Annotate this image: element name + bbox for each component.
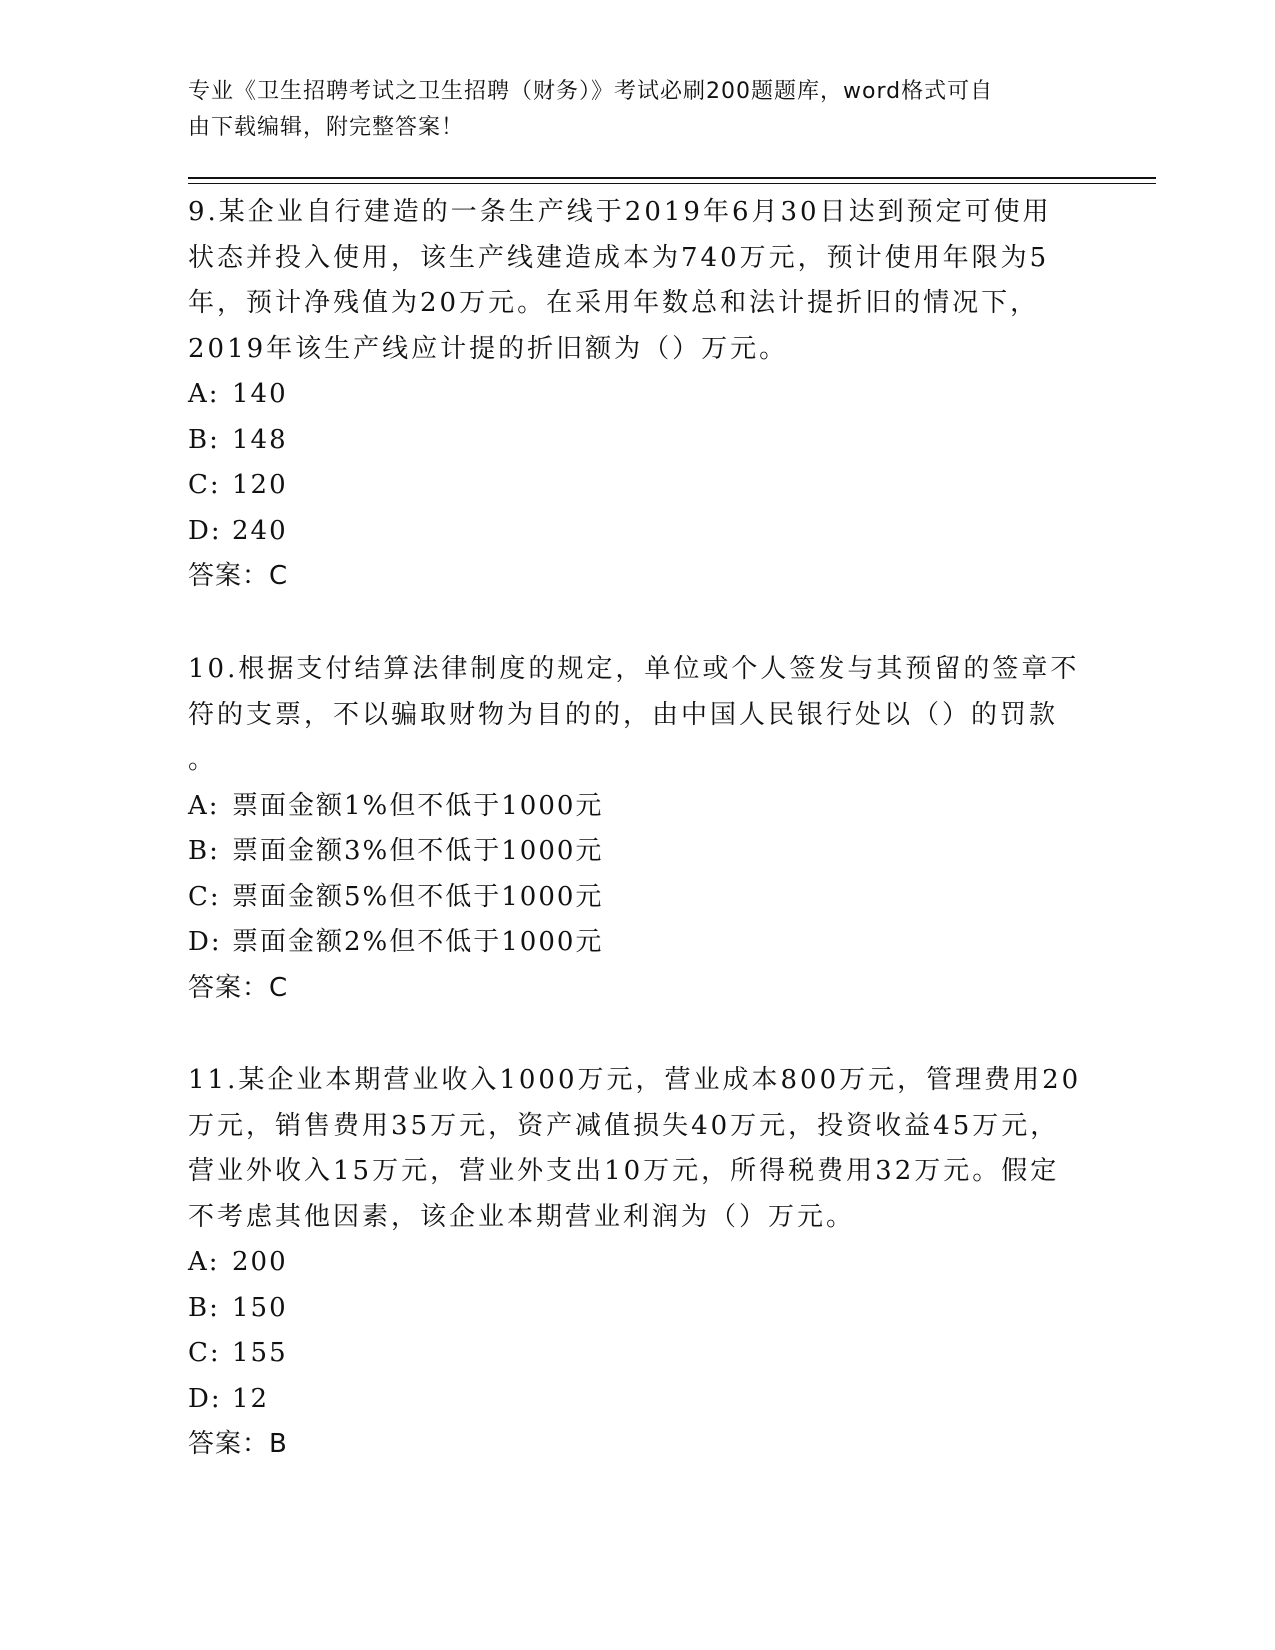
stem-line: 年，预计净残值为20万元。在采用年数总和法计提折旧的情况下，: [188, 288, 1040, 318]
option-a: [188, 372, 1088, 418]
answer-label: 答案：C: [188, 561, 289, 591]
header-divider-thick: [188, 177, 1156, 179]
question-9: [188, 190, 1088, 600]
option-letter: C:: [188, 881, 221, 912]
question-11: [188, 1058, 1088, 1468]
answer-label: 答案：B: [188, 1429, 288, 1459]
option-a: [188, 1240, 1088, 1286]
option-text: 12: [232, 1383, 270, 1414]
header-line-1: 专业《卫生招聘考试之卫生招聘（财务）》考试必刷200题题库，word格式可自: [188, 79, 994, 104]
option-text: 票面金额2%但不低于1000元: [232, 927, 604, 957]
option-letter: A:: [188, 790, 220, 821]
option-letter: D:: [188, 515, 222, 546]
option-text: 120: [232, 470, 288, 500]
option-letter: A:: [188, 1247, 220, 1277]
option-text: 148: [232, 424, 288, 455]
option-text: 150: [232, 1292, 288, 1323]
stem-line: 11.某企业本期营业收入1000万元，营业成本800万元，管理费用20: [188, 1065, 1082, 1095]
stem-line: 符的支票，不以骗取财物为目的的，由中国人民银行处以（）的罚款: [188, 699, 1059, 730]
option-b: [188, 418, 1088, 464]
document-header: [188, 74, 1068, 146]
option-text: 票面金额1%但不低于1000元: [232, 790, 604, 821]
question-stem: [188, 647, 1088, 784]
stem-line: 2019年该生产线应计提的折旧额为（）万元。: [188, 333, 789, 364]
stem-line: 不考虑其他因素，该企业本期营业利润为（）万元。: [188, 1201, 856, 1232]
option-letter: B:: [188, 1292, 220, 1323]
option-b: [188, 829, 1088, 875]
stem-line: 10.根据支付结算法律制度的规定，单位或个人签发与其预留的签章不: [188, 654, 1080, 684]
option-letter: B:: [188, 424, 220, 455]
stem-line: 。: [188, 745, 218, 775]
option-letter: D:: [188, 927, 222, 957]
question-stem: [188, 190, 1088, 372]
header-line-2: 由下载编辑，附完整答案！: [188, 115, 465, 140]
option-c: [188, 463, 1088, 509]
option-c: [188, 875, 1088, 921]
option-c: [188, 1331, 1088, 1377]
option-text: 240: [232, 515, 288, 546]
header-divider-thin: [188, 183, 1156, 184]
option-text: 票面金额5%但不低于1000元: [232, 881, 604, 912]
option-a: [188, 784, 1088, 830]
option-letter: C:: [188, 1338, 221, 1368]
option-d: [188, 920, 1088, 966]
option-text: 票面金额3%但不低于1000元: [232, 836, 604, 866]
stem-line: 状态并投入使用，该生产线建造成本为740万元，预计使用年限为5: [188, 242, 1050, 273]
question-10: [188, 647, 1088, 1011]
option-letter: B:: [188, 836, 220, 866]
option-b: [188, 1286, 1088, 1332]
option-text: 140: [232, 379, 288, 409]
option-letter: D:: [188, 1383, 222, 1414]
option-letter: C:: [188, 470, 221, 500]
stem-line: 9.某企业自行建造的一条生产线于2019年6月30日达到预定可使用: [188, 197, 1052, 227]
answer-label: 答案：C: [188, 972, 289, 1003]
stem-line: 万元，销售费用35万元，资产减值损失40万元，投资收益45万元，: [188, 1110, 1060, 1141]
option-d: [188, 509, 1088, 555]
option-text: 200: [232, 1247, 288, 1277]
option-d: [188, 1377, 1088, 1423]
option-text: 155: [232, 1338, 288, 1368]
stem-line: 营业外收入15万元，营业外支出10万元，所得税费用32万元。假定: [188, 1156, 1060, 1186]
question-stem: [188, 1058, 1088, 1240]
option-letter: A:: [188, 379, 220, 409]
